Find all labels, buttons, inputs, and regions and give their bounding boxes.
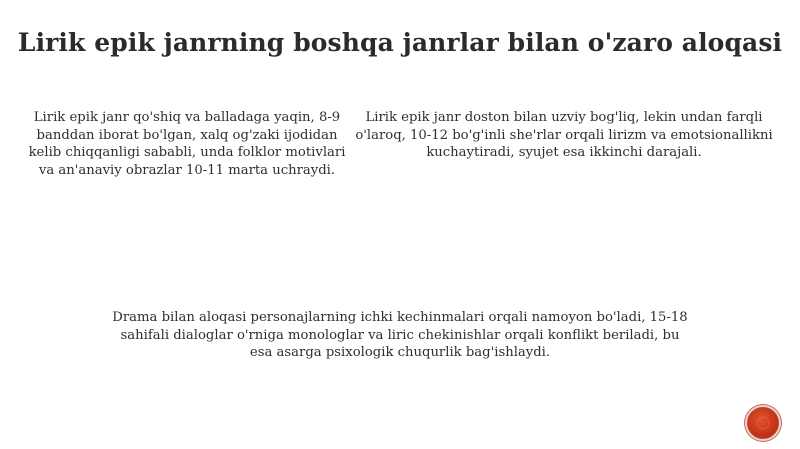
paragraph-right: Lirik epik janr doston bilan uzviy bog'liq, lekin undan farqli o'laroq, 10-12 bo'g'inli she'rlar orqali lirizm va emotsionallikni kuchaytiradi, syujet esa ikkinchi darajali. [355, 110, 773, 160]
circle-nav-icon [755, 415, 771, 431]
paragraph-bottom: Drama bilan aloqasi personajlarning ichki kechinmalari orqali namoyon bo'ladi, 15-18 sahifali dialoglar o'rniga monologlar va liric chekinishlar orqali konflikt beriladi, bu esa asarga psixologik chuqurlik bag'ishlaydi. [112, 310, 688, 360]
slide-title: Lirik epik janrning boshqa janrlar bilan o'zaro aloqasi [17, 28, 783, 57]
slide-nav-button[interactable] [747, 407, 779, 439]
paragraph-left: Lirik epik janr qo'shiq va balladaga yaqin, 8-9 banddan iborat bo'lgan, xalq og'zaki ijodidan kelib chiqqanligi sababli, unda folklor motivlari va an'anaviy obrazlar 10-11 marta uchraydi. [28, 110, 346, 178]
